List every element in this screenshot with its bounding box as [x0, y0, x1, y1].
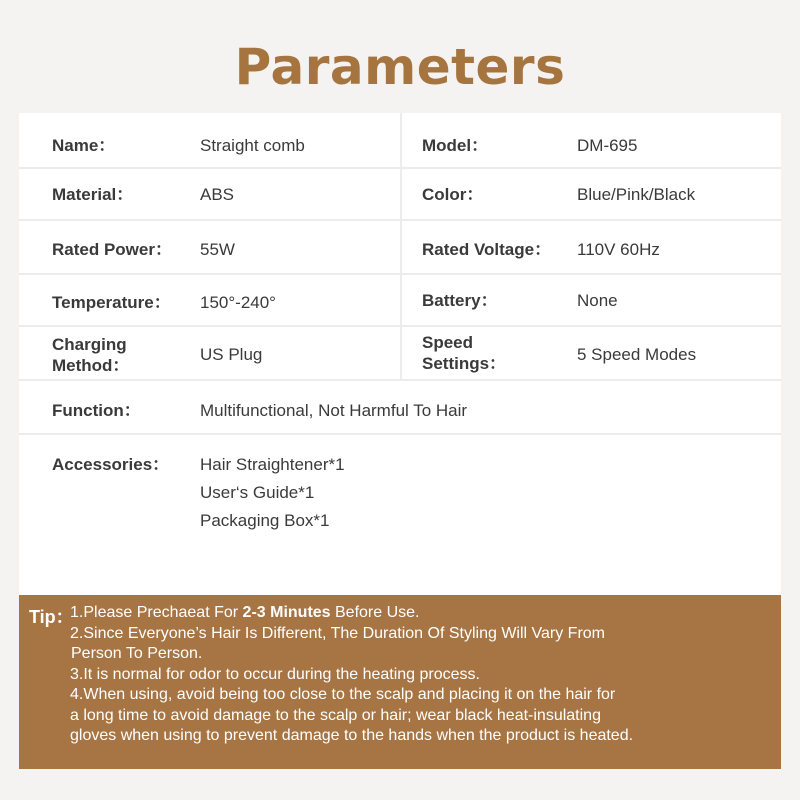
name-value: Straight comb — [200, 136, 305, 155]
list-item: Packaging Box*1 — [200, 511, 330, 530]
list-item: User‘s Guide*1 — [200, 483, 315, 502]
charging-method-value: US Plug — [200, 345, 263, 364]
temperature-value: 150°-240° — [200, 293, 276, 312]
tip-line: 2.Since Everyone’s Hair Is Different, The Duration Of Styling Will Vary From — [70, 624, 606, 642]
color-value: Blue/Pink/Black — [577, 185, 696, 204]
speed-settings-label: Speed Settings： — [422, 333, 507, 373]
column-divider — [400, 113, 402, 381]
list-item: Hair Straightener*1 — [200, 455, 345, 474]
battery-value: None — [577, 291, 618, 310]
tip-label: Tip： — [29, 607, 74, 627]
tip-line: 3.It is normal for odor to occur during the heating process. — [70, 665, 480, 683]
model-label: Model： — [422, 136, 489, 155]
material-label: Material： — [52, 185, 134, 204]
tip-panel — [19, 595, 781, 769]
temperature-label: Temperature： — [52, 293, 171, 312]
tip-line: 4.When using, avoid being too close to the scalp and placing it on the hair for — [70, 686, 616, 703]
page-title: Parameters — [234, 38, 566, 96]
tip-text — [70, 603, 770, 747]
accessories-list — [200, 451, 345, 535]
speed-settings-value: 5 Speed Modes — [577, 345, 697, 364]
color-label: Color： — [422, 185, 484, 204]
parameters-table — [19, 113, 781, 595]
accessories-label: Accessories： — [52, 455, 170, 474]
tip-line: 1.Please Prechaeat For 2-3 Minutes Before Use. — [70, 604, 420, 621]
material-value: ABS — [200, 185, 235, 204]
tip-line: a long time to avoid damage to the scalp or hair; wear black heat-insulating — [70, 706, 601, 724]
rated-voltage-label: Rated Voltage： — [422, 240, 552, 259]
function-label: Function： — [52, 401, 141, 420]
tip-line: Person To Person. — [71, 645, 203, 662]
function-value: Multifunctional, Not Harmful To Hair — [200, 401, 468, 420]
model-value: DM-695 — [577, 136, 638, 155]
battery-label: Battery： — [422, 291, 498, 310]
rated-voltage-value: 110V 60Hz — [577, 240, 660, 259]
rated-power-value: 55W — [200, 240, 235, 259]
charging-method-label: Charging Method： — [52, 335, 130, 375]
tip-line: gloves when using to prevent damage to the hands when the product is heated. — [70, 727, 634, 744]
rated-power-label: Rated Power： — [52, 240, 172, 259]
name-label: Name： — [52, 136, 116, 155]
